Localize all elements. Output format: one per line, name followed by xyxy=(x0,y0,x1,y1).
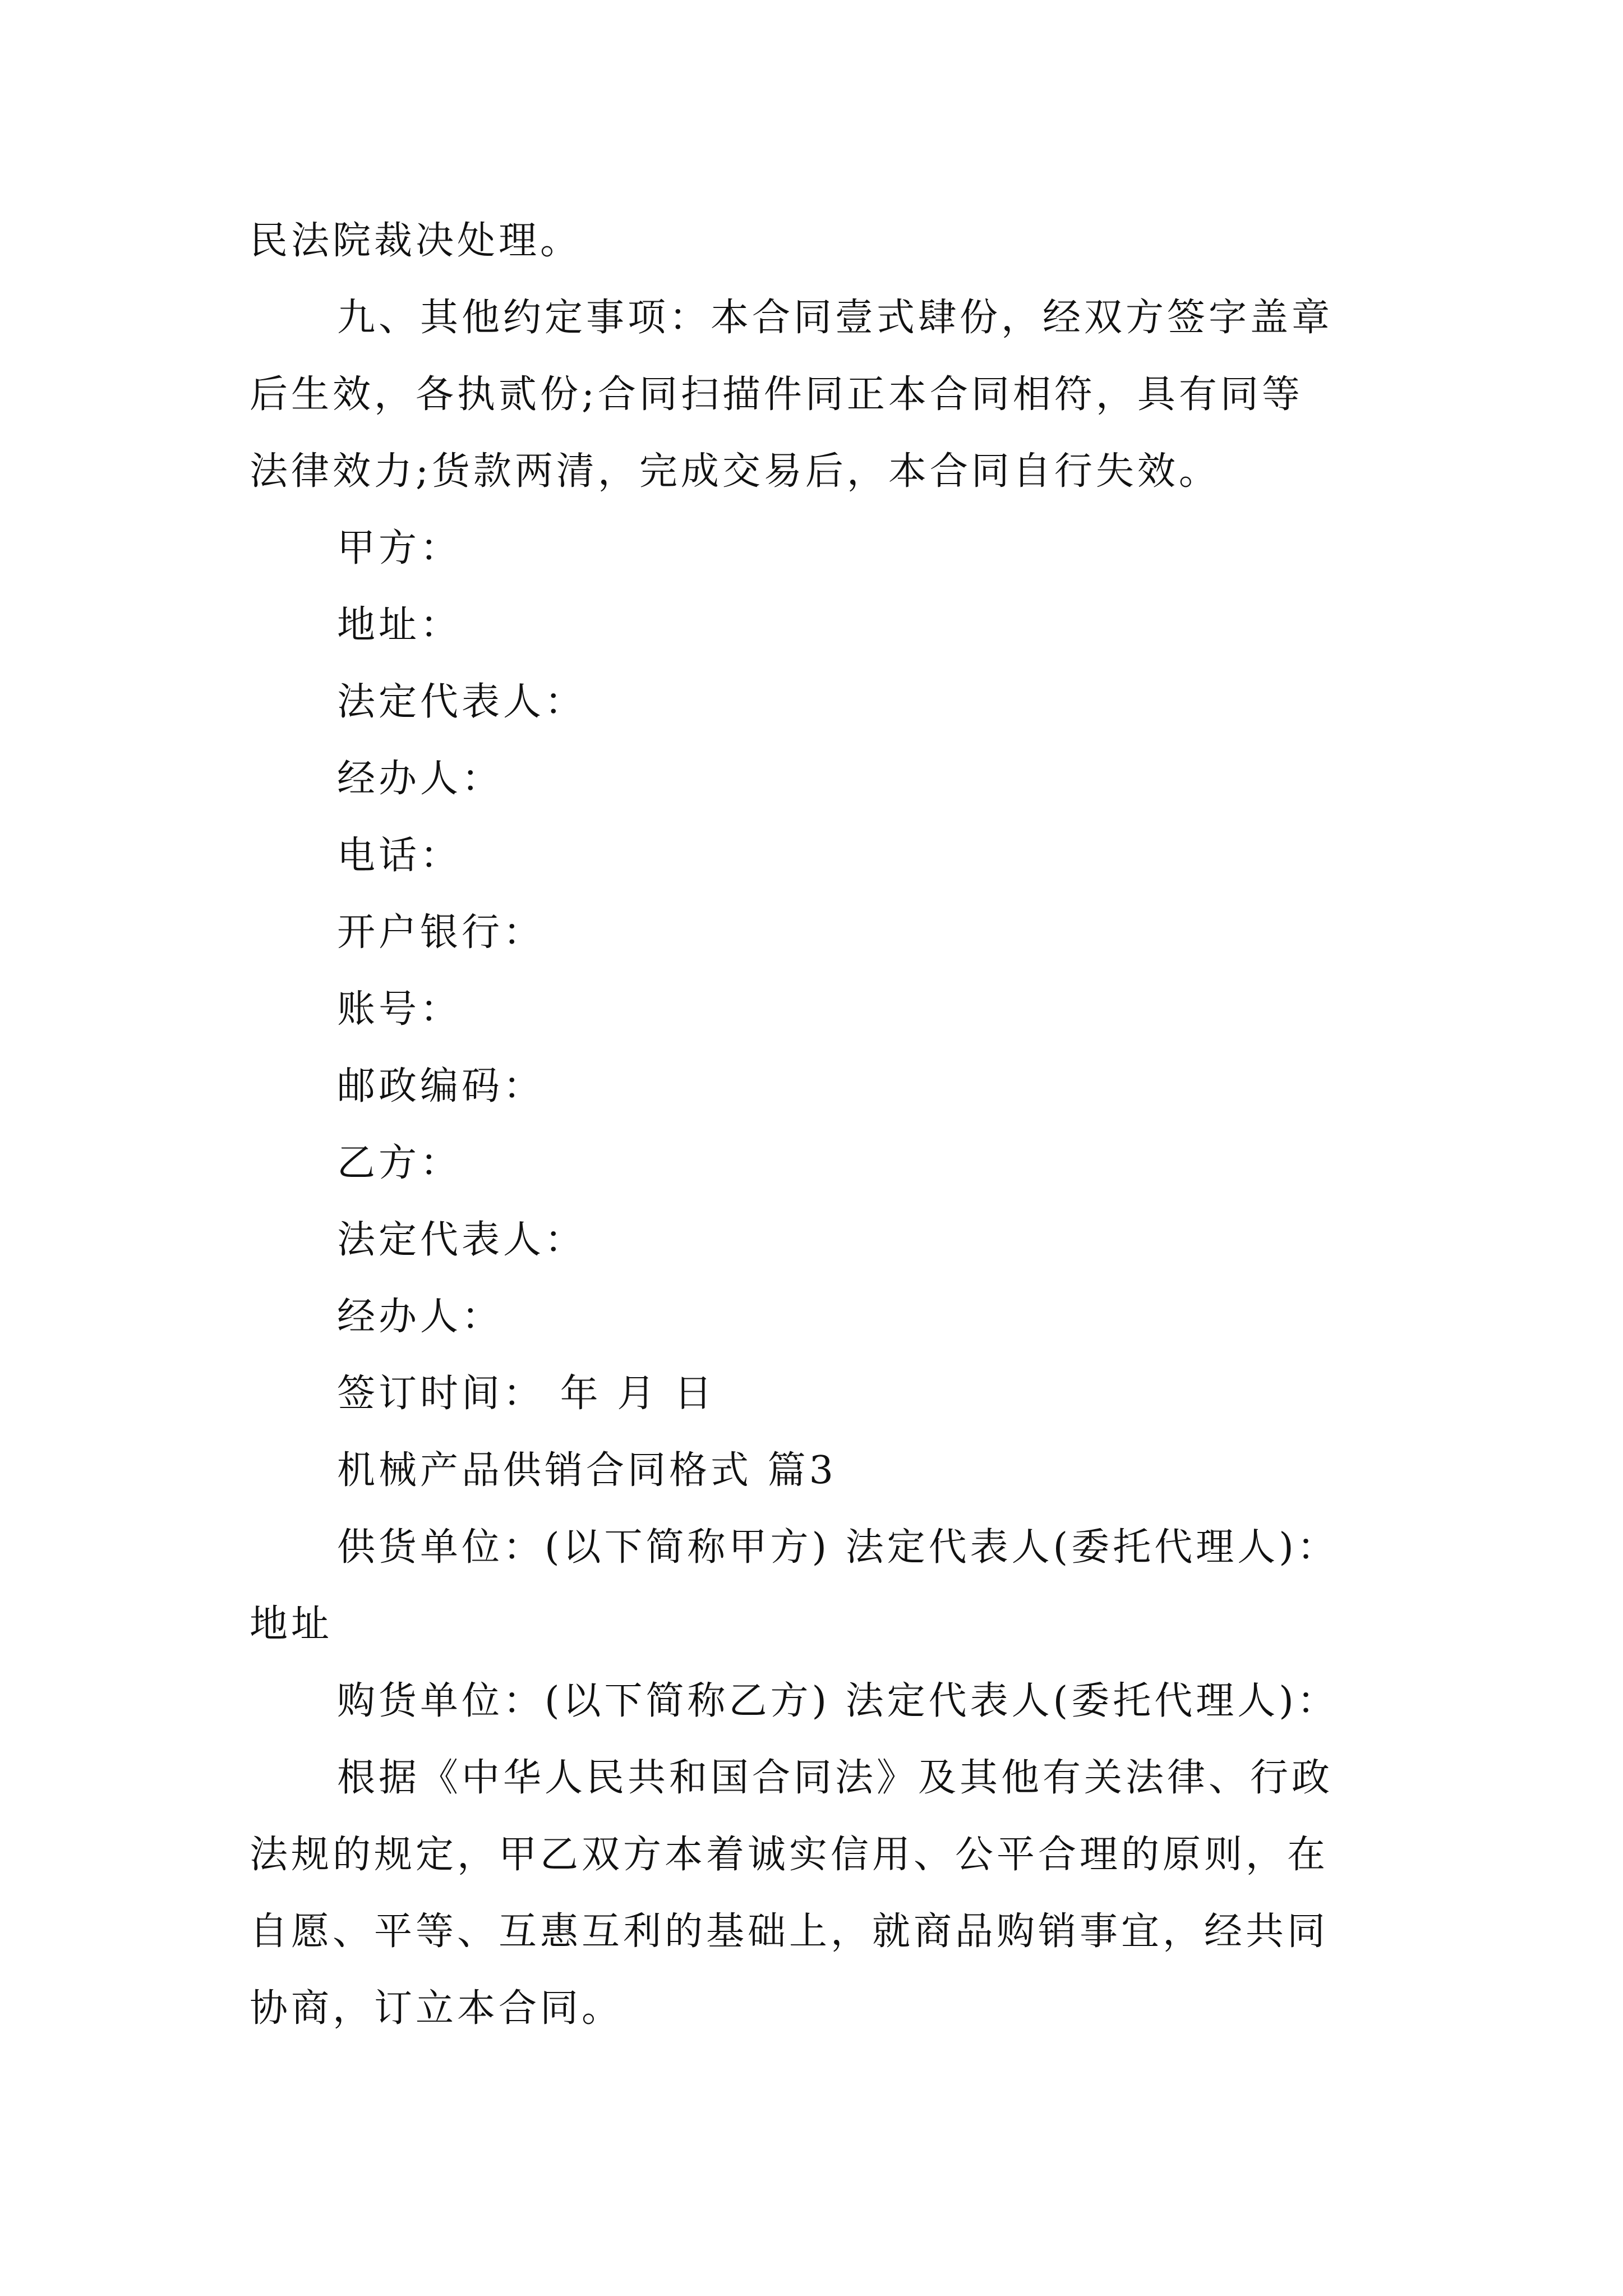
field-label-phone: 电话： xyxy=(337,834,462,878)
paragraph-line: 自愿、平等、互惠互利的基础上，就商品购销事宜，经共同 xyxy=(250,1910,1329,1954)
paragraph-line: 地址 xyxy=(250,1602,333,1646)
field-label-account: 账号： xyxy=(337,987,462,1032)
paragraph-line: 根据《中华人民共和国合同法》及其他有关法律、行政 xyxy=(337,1756,1334,1800)
section-heading: 机械产品供销合同格式 篇3 xyxy=(337,1448,837,1493)
field-label-address: 地址： xyxy=(337,603,462,647)
field-label-legal-rep-b: 法定代表人： xyxy=(337,1218,587,1262)
paragraph-line: 法规的规定，甲乙双方本着诚实信用、公平合理的原则，在 xyxy=(250,1833,1329,1877)
paragraph-line: 购货单位：(以下简称乙方) 法定代表人(委托代理人)： xyxy=(337,1679,1339,1723)
paragraph-line: 法律效力;货款两清，完成交易后，本合同自行失效。 xyxy=(250,449,1220,494)
field-label-agent-b: 经办人： xyxy=(337,1295,504,1339)
field-label-agent: 经办人： xyxy=(337,757,504,801)
paragraph-line: 九、其他约定事项：本合同壹式肆份，经双方签字盖章 xyxy=(337,296,1334,340)
field-label-sign-date: 签订时间： 年 月 日 xyxy=(337,1372,716,1416)
paragraph-line: 后生效，各执贰份;合同扫描件同正本合同相符，具有同等 xyxy=(250,372,1303,417)
field-label-postcode: 邮政编码： xyxy=(337,1064,545,1108)
field-label-party-b: 乙方： xyxy=(337,1141,462,1185)
paragraph-line: 民法院裁决处理。 xyxy=(250,219,582,263)
field-label-bank: 开户银行： xyxy=(337,910,545,955)
paragraph-line: 协商，订立本合同。 xyxy=(250,1986,624,2031)
field-label-party-a: 甲方： xyxy=(337,526,462,570)
paragraph-line: 供货单位：(以下简称甲方) 法定代表人(委托代理人)： xyxy=(337,1525,1339,1570)
field-label-legal-rep: 法定代表人： xyxy=(337,680,587,724)
